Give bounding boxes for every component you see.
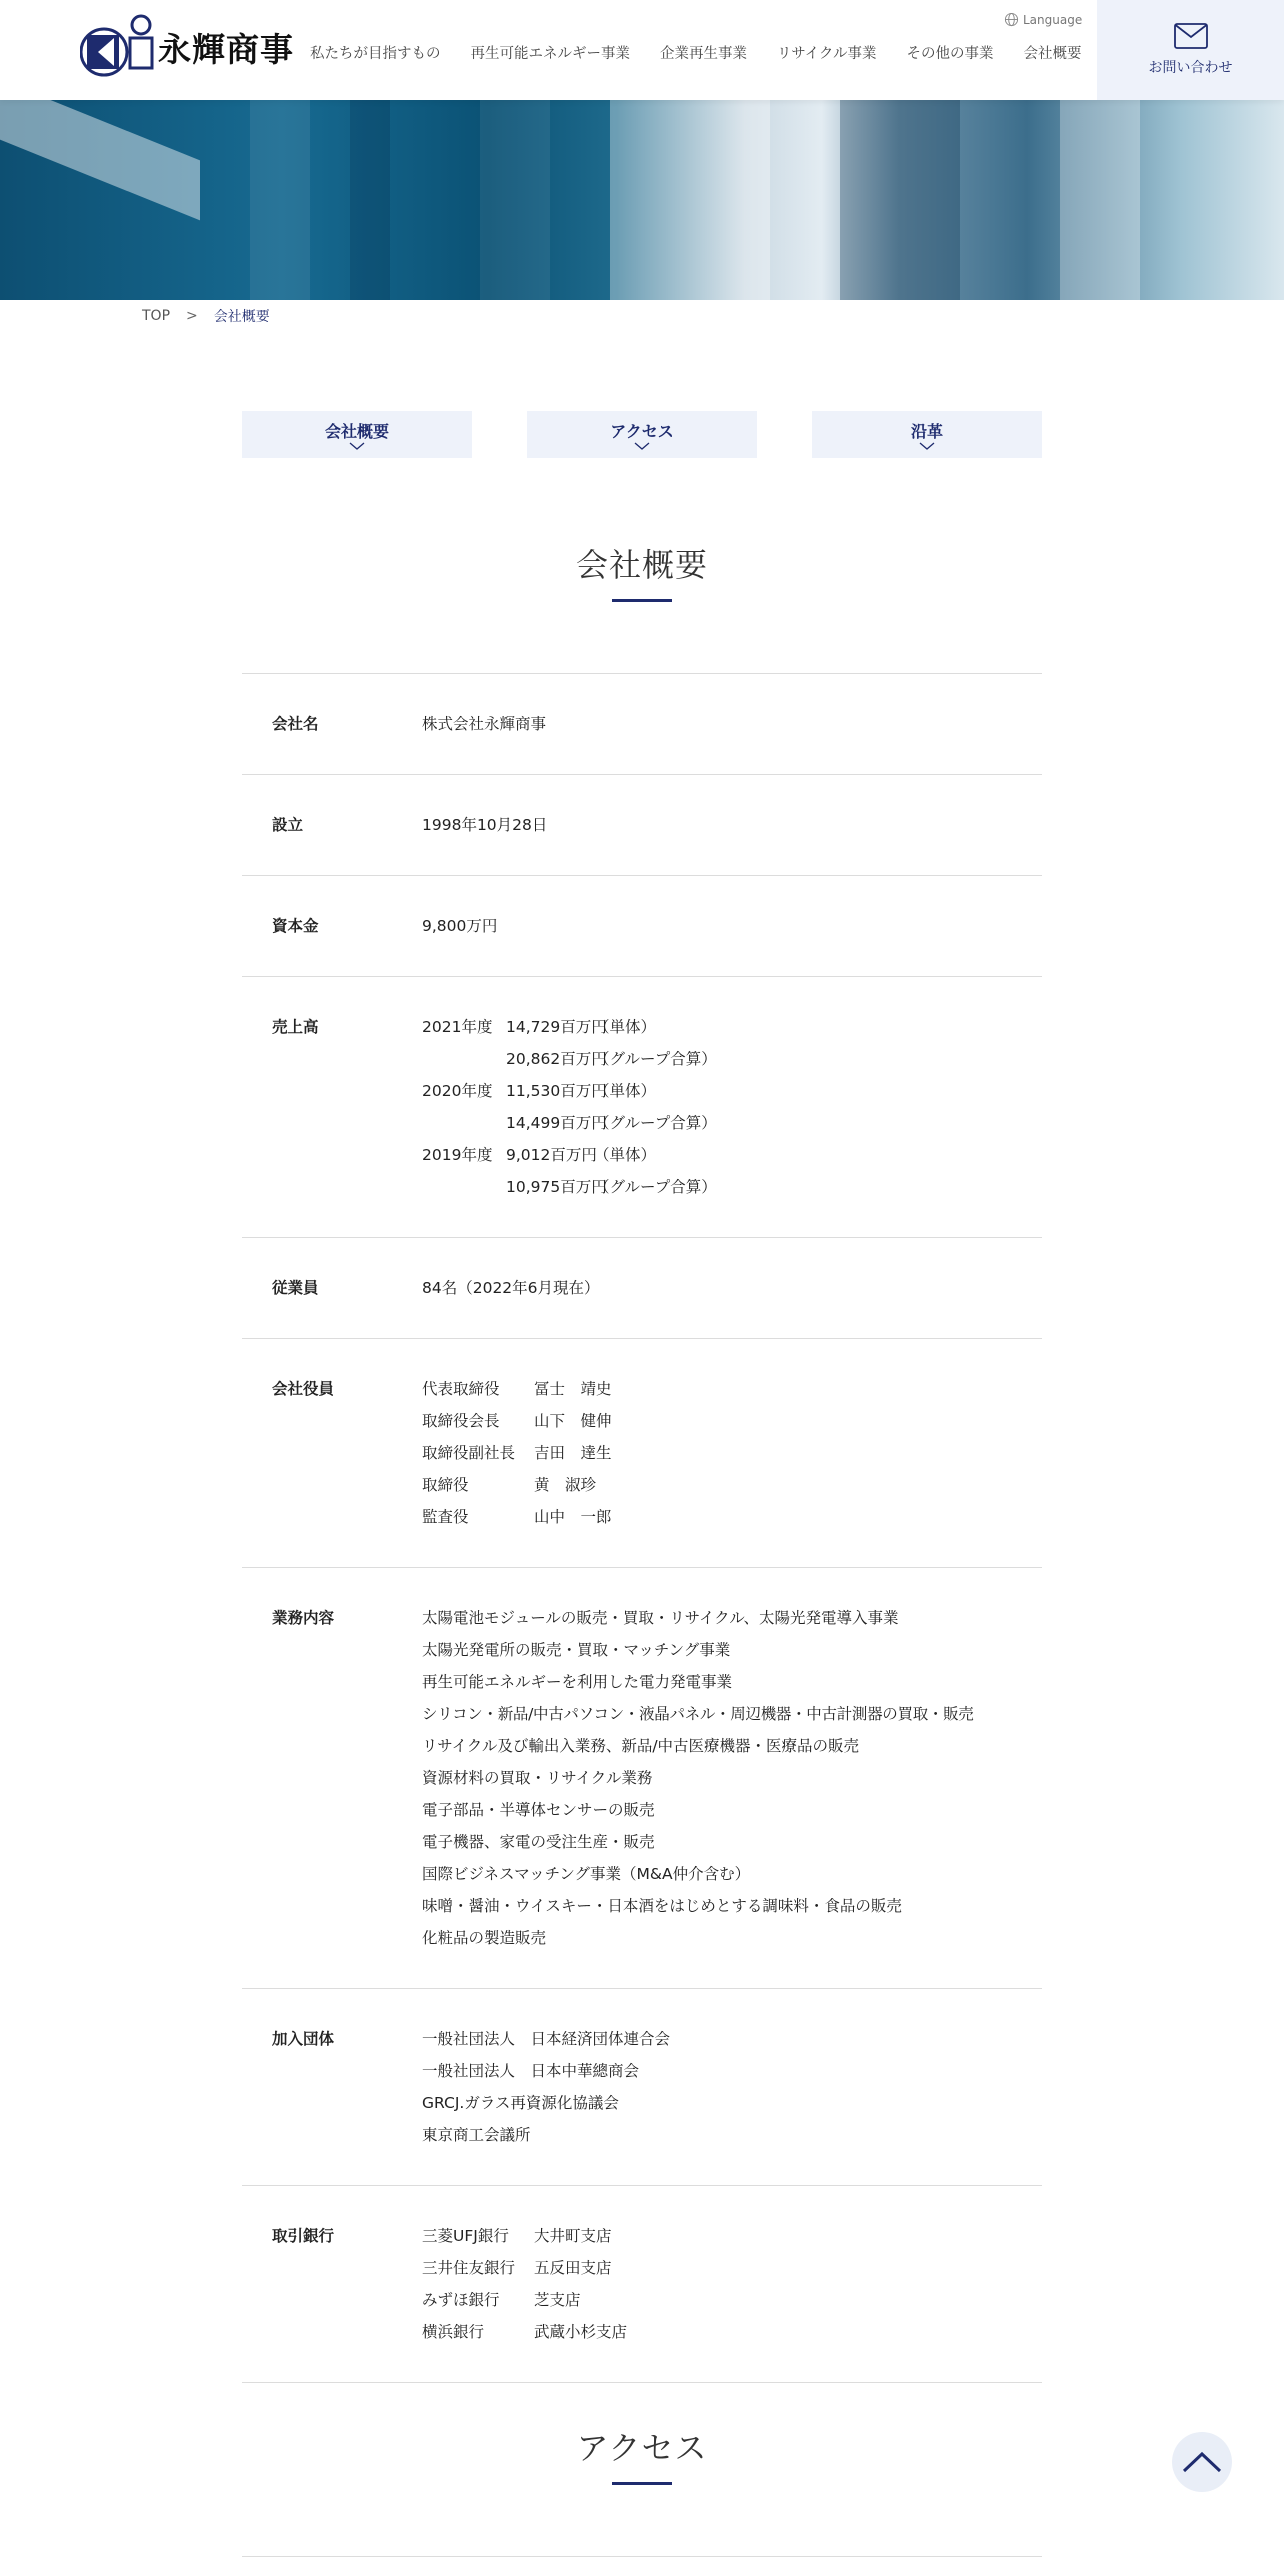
- language-switcher[interactable]: [1004, 12, 1082, 27]
- table-row-employees: [242, 1238, 1042, 1339]
- sales-line: [422, 1043, 1042, 1075]
- sales-year: 2019年度: [422, 1146, 493, 1164]
- business-line: 資源材料の買取・リサイクル業務: [422, 1769, 653, 1787]
- bank-line: [422, 2316, 1042, 2348]
- sales-year: [422, 1043, 506, 1075]
- language-label: Language: [1023, 12, 1083, 27]
- tab-label: アクセス: [610, 422, 674, 441]
- row-value: [422, 1373, 1042, 1533]
- sales-note: （グループ合算）: [594, 1178, 717, 1196]
- bank-name: 三井住友銀行: [422, 2259, 516, 2277]
- site-header: [0, 0, 1284, 100]
- row-value: [422, 1602, 1042, 1954]
- nav-item-renewable-energy[interactable]: 再生可能エネルギー事業: [470, 46, 630, 62]
- membership-line: 東京商工会議所: [422, 2126, 531, 2144]
- sales-amount: 14,499百万円: [506, 1114, 607, 1132]
- bank-name: みずほ銀行: [422, 2291, 500, 2309]
- table-row-capital: [242, 876, 1042, 977]
- officer-line: [422, 1501, 1042, 1533]
- bank-line: [422, 2220, 1042, 2252]
- row-label: 会社役員: [272, 1380, 335, 1398]
- membership-line: GRCJ.ガラス再資源化協議会: [422, 2094, 619, 2112]
- sales-amount: 11,530百万円: [506, 1082, 607, 1100]
- divider: [242, 2556, 1042, 2557]
- officer-role: 代表取締役: [422, 1380, 500, 1398]
- bank-branch: 芝支店: [534, 2291, 581, 2309]
- row-label: 資本金: [272, 917, 319, 935]
- officer-line: [422, 1405, 1042, 1437]
- tab-access[interactable]: [527, 411, 757, 458]
- title-underline: [612, 599, 672, 602]
- chevron-up-icon: [1182, 2451, 1222, 2473]
- sales-year: [422, 1171, 506, 1203]
- bank-branch: 大井町支店: [534, 2227, 612, 2245]
- officer-role: 取締役会長: [422, 1412, 500, 1430]
- sales-note: （単体）: [594, 1082, 657, 1100]
- officer-name: 吉田 達生: [534, 1444, 612, 1462]
- nav-item-recycling[interactable]: リサイクル事業: [777, 46, 877, 62]
- company-info-table: [242, 673, 1042, 2383]
- table-row-memberships: [242, 1989, 1042, 2186]
- row-value: 9,800万円: [422, 917, 498, 935]
- scroll-to-top-button[interactable]: [1172, 2432, 1232, 2492]
- bank-branch: 五反田支店: [534, 2259, 612, 2277]
- business-line: リサイクル及び輸出入業務、新品/中古医療機器・医療品の販売: [422, 1737, 860, 1755]
- sales-line: [422, 1011, 1042, 1043]
- business-line: シリコン・新品/中古パソコン・液晶パネル・周辺機器・中古計測器の買取・販売: [422, 1705, 974, 1723]
- sales-amount: 14,729百万円: [506, 1018, 607, 1036]
- hero-image: [0, 100, 1284, 300]
- sales-note: （グループ合算）: [594, 1050, 717, 1068]
- page-title: 会社概要: [575, 546, 708, 584]
- business-line: 太陽光発電所の販売・買取・マッチング事業: [422, 1641, 731, 1659]
- row-label: 従業員: [272, 1279, 319, 1297]
- officer-line: [422, 1373, 1042, 1405]
- business-line: 国際ビジネスマッチング事業（M&A仲介含む）: [422, 1865, 751, 1883]
- chevron-down-icon: [349, 442, 365, 450]
- officer-name: 山下 健伸: [534, 1412, 612, 1430]
- logo-mark-icon: [80, 14, 156, 80]
- tab-company-overview[interactable]: [242, 411, 472, 458]
- row-value: 株式会社永輝商事: [422, 715, 547, 733]
- table-row-company-name: [242, 674, 1042, 775]
- sales-amount: 20,862百万円: [506, 1050, 607, 1068]
- officer-name: 山中 一郎: [534, 1508, 612, 1526]
- sales-note: （グループ合算）: [594, 1114, 717, 1132]
- bank-name: 横浜銀行: [422, 2323, 485, 2341]
- breadcrumb-home[interactable]: TOP: [142, 308, 171, 324]
- officer-line: [422, 1469, 1042, 1501]
- breadcrumb-current: 会社概要: [213, 309, 270, 325]
- sales-year: 2021年度: [422, 1018, 493, 1036]
- business-line: 電子部品・半導体センサーの販売: [422, 1801, 655, 1819]
- sales-amount: 9,012百万円: [506, 1146, 597, 1164]
- title-underline: [612, 2482, 672, 2485]
- officer-name: 黄 淑珍: [534, 1476, 597, 1494]
- sales-line: [422, 1139, 1042, 1171]
- access-title: アクセス: [576, 2429, 708, 2467]
- row-value: [422, 2220, 1042, 2348]
- membership-line: 一般社団法人 日本経済団体連合会: [422, 2030, 671, 2048]
- row-label: 売上高: [272, 1018, 319, 1036]
- nav-item-vision[interactable]: 私たちが目指すもの: [310, 46, 441, 62]
- business-line: 電子機器、家電の受注生産・販売: [422, 1833, 655, 1851]
- row-value: 1998年10月28日: [422, 816, 548, 834]
- officer-name: 冨士 靖史: [534, 1380, 612, 1398]
- table-row-banks: [242, 2186, 1042, 2383]
- logo[interactable]: [80, 14, 295, 80]
- row-label: 設立: [272, 816, 304, 834]
- sales-note: （単体）: [594, 1146, 657, 1164]
- nav-item-company[interactable]: 会社概要: [1023, 46, 1082, 62]
- breadcrumb-separator: >: [186, 308, 198, 324]
- bank-name: 三菱UFJ銀行: [422, 2227, 509, 2245]
- contact-button[interactable]: [1097, 0, 1284, 100]
- chevron-down-icon: [634, 442, 650, 450]
- table-row-sales: [242, 977, 1042, 1238]
- officer-role: 監査役: [422, 1508, 469, 1526]
- contact-label: お問い合わせ: [1148, 60, 1233, 76]
- row-label: 加入団体: [272, 2030, 335, 2048]
- chevron-down-icon: [919, 442, 935, 450]
- nav-item-other-business[interactable]: その他の事業: [906, 46, 994, 62]
- row-value: [422, 2023, 1042, 2151]
- business-line: 化粧品の製造販売: [422, 1929, 547, 1947]
- bank-branch: 武蔵小杉支店: [534, 2323, 628, 2341]
- sales-line: [422, 1107, 1042, 1139]
- row-label: 会社名: [272, 715, 319, 733]
- business-line: 再生可能エネルギーを利用した電力発電事業: [422, 1673, 733, 1691]
- business-line: 味噌・醤油・ウイスキー・日本酒をはじめとする調味料・食品の販売: [422, 1897, 902, 1915]
- sales-line: [422, 1171, 1042, 1203]
- sales-amount: 10,975百万円: [506, 1178, 607, 1196]
- membership-line: 一般社団法人 日本中華總商会: [422, 2062, 640, 2080]
- business-line: 太陽電池モジュールの販売・買取・リサイクル、太陽光発電導入事業: [422, 1609, 899, 1627]
- officer-role: 取締役副社長: [422, 1444, 516, 1462]
- row-value: 84名（2022年6月現在）: [422, 1279, 600, 1297]
- table-row-established: [242, 775, 1042, 876]
- globe-icon: [1004, 12, 1019, 27]
- sales-year: 2020年度: [422, 1082, 493, 1100]
- breadcrumb: [142, 306, 270, 326]
- tab-label: 沿革: [910, 422, 943, 441]
- tab-history[interactable]: [812, 411, 1042, 458]
- sales-line: [422, 1075, 1042, 1107]
- table-row-officers: [242, 1339, 1042, 1568]
- officer-role: 取締役: [422, 1476, 469, 1494]
- row-label: 業務内容: [272, 1609, 335, 1627]
- sales-note: （単体）: [594, 1018, 657, 1036]
- main-nav: [310, 42, 1081, 63]
- officer-line: [422, 1437, 1042, 1469]
- row-label: 取引銀行: [272, 2227, 335, 2245]
- nav-item-corporate-revival[interactable]: 企業再生事業: [660, 46, 747, 62]
- bank-line: [422, 2252, 1042, 2284]
- table-row-business: [242, 1568, 1042, 1989]
- row-value: [422, 1011, 1042, 1203]
- logo-text: 永輝商事: [158, 29, 294, 69]
- sales-year: [422, 1107, 506, 1139]
- mail-icon: [1174, 23, 1208, 49]
- tab-label: 会社概要: [324, 422, 389, 441]
- bank-line: [422, 2284, 1042, 2316]
